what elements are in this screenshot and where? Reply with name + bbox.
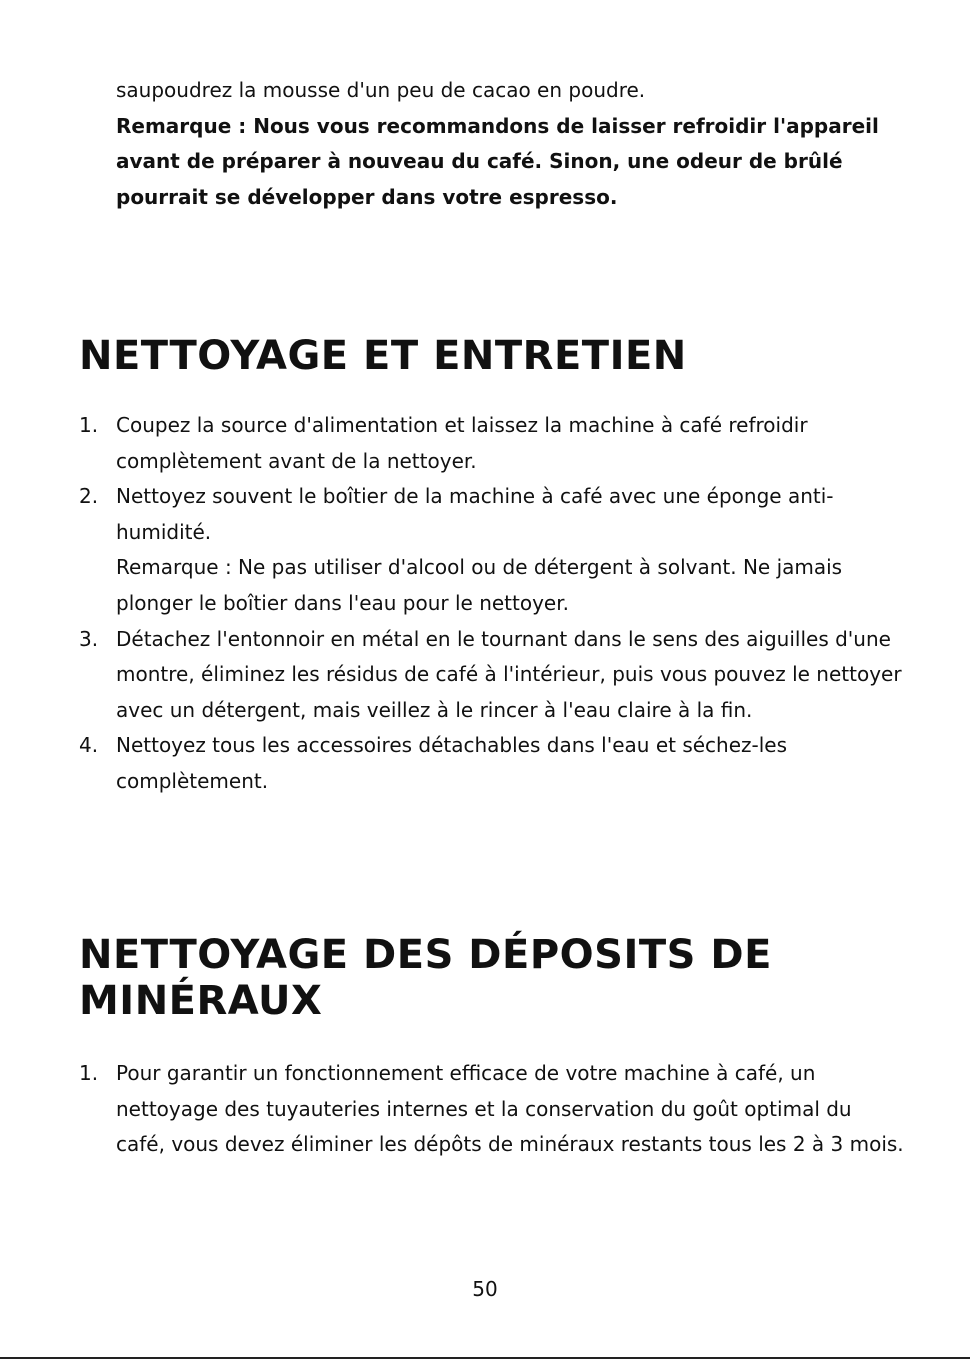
intro-line: saupoudrez la mousse d'un peu de cacao en poudre. — [116, 78, 646, 102]
step-text: Coupez la source d'alimentation et laissez la machine à café refroidir complètement avant de la nettoyer. — [116, 413, 808, 473]
step-number: 1. — [79, 413, 99, 437]
list-item — [0, 622, 906, 729]
cleaning-steps-list — [0, 408, 906, 800]
list-item — [0, 408, 906, 479]
step-number: 4. — [79, 733, 99, 758]
descaling-steps-list — [0, 1056, 906, 1163]
section-title-descaling — [79, 932, 939, 1024]
list-item — [0, 728, 906, 799]
step-note: Remarque : Ne pas utiliser d'alcool ou de détergent à solvant. Ne jamais plonger le boîtier dans l'eau pour le nettoyer. — [116, 555, 843, 615]
page-number: 50 — [472, 1277, 498, 1301]
list-item — [0, 479, 906, 621]
section-title-line-2: MINÉRAUX — [79, 978, 323, 1024]
step-number: 1. — [79, 1061, 99, 1085]
step-text: Détachez l'entonnoir en métal en le tournant dans le sens des aiguilles d'une montre, éliminez les résidus de café à l'intérieur, puis vous pouvez le nettoyer avec un détergent, mais veillez à le rincer à l'eau claire à la fin. — [116, 626, 902, 722]
bottom-divider — [0, 1357, 970, 1359]
list-item — [0, 1056, 906, 1163]
intro-remark: Remarque : Nous vous recommandons de laisser refroidir l'appareil avant de préparer à nouveau du café. Sinon, une odeur de brûlé pourrait se développer dans votre espresso. — [116, 113, 879, 209]
intro-block — [116, 73, 906, 215]
step-text: Nettoyez tous les accessoires détachables dans l'eau et séchez-les complètement. — [116, 733, 788, 793]
section-title-line-1: NETTOYAGE DES DÉPOSITS DE — [79, 932, 772, 978]
step-text: Nettoyez souvent le boîtier de la machine à café avec une éponge anti-humidité. — [116, 484, 834, 544]
step-number: 2. — [79, 484, 99, 509]
step-number: 3. — [79, 626, 99, 651]
section-title-cleaning: NETTOYAGE ET ENTRETIEN — [79, 333, 687, 379]
step-text: Pour garantir un fonctionnement efficace de votre machine à café, un nettoyage des tuyauteries internes et la conservation du goût optimal du café, vous devez éliminer les dépôts de minéraux restants tous les 2 à 3 mois. — [116, 1061, 904, 1157]
